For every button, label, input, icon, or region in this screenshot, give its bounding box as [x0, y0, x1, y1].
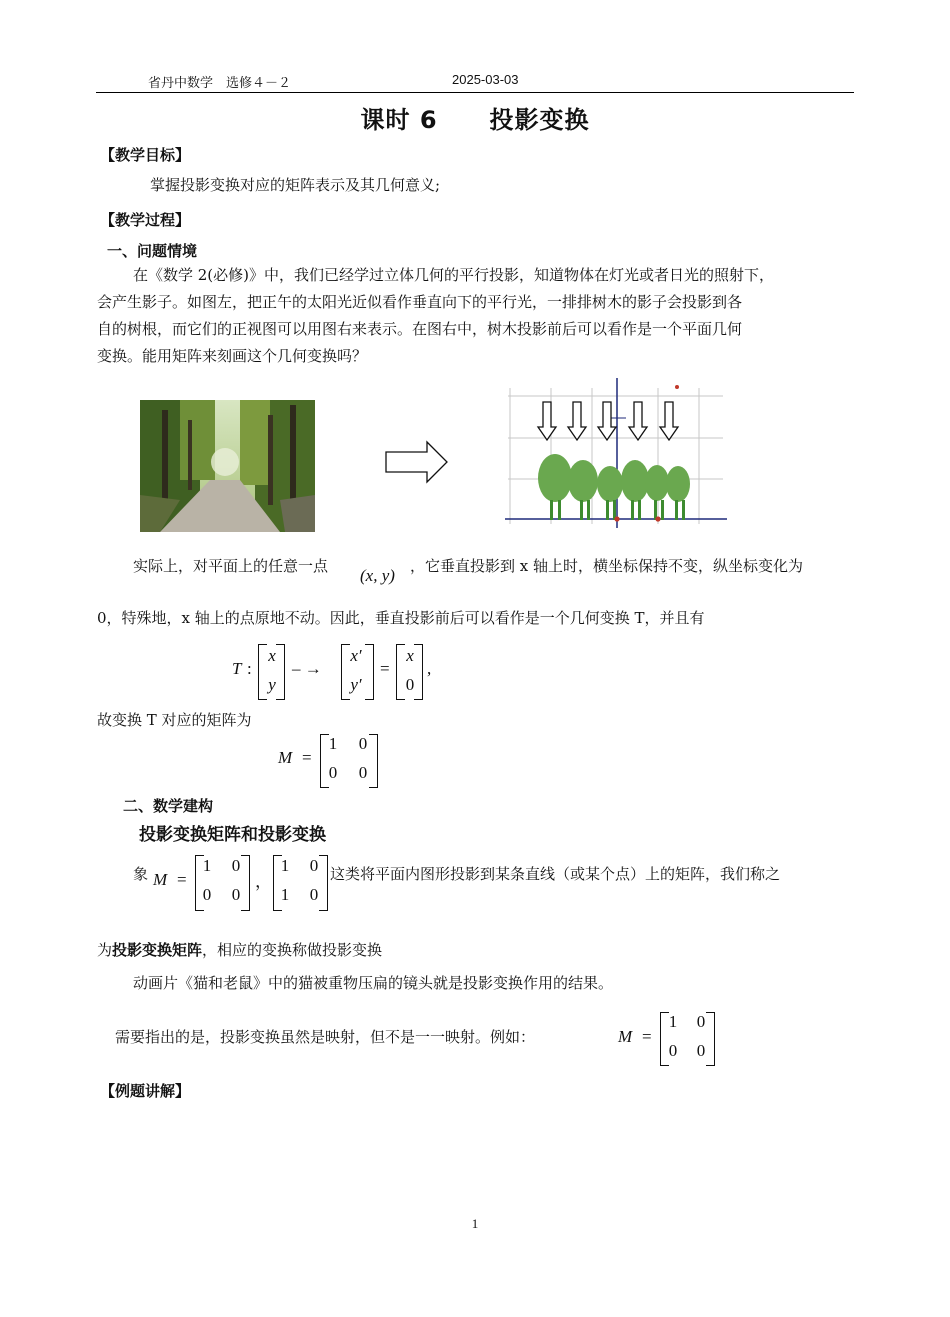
down-arrow-icon [629, 402, 647, 440]
eq1-xprime: x′ [350, 646, 362, 665]
p4-M: M [153, 870, 168, 889]
matrix-cell: 1 [280, 856, 290, 875]
eq1-x: x [268, 646, 276, 665]
p4-line2-a: 为 [97, 941, 113, 959]
eq1-equals: = [380, 659, 390, 678]
term-projection-matrix: 投影变换矩阵 [112, 941, 203, 959]
matrix-cell: 0 [696, 1012, 706, 1031]
down-arrow-icon [568, 402, 586, 440]
matrix-cell: 0 [696, 1041, 706, 1060]
equation-matrix-M [278, 732, 388, 790]
matrix-cell: 0 [358, 763, 368, 782]
down-arrow-icon [660, 402, 678, 440]
eq1-comma: , [427, 659, 432, 678]
p4-line2-c: ，相应的变换称做投影变换 [202, 941, 383, 959]
bracket-right [369, 734, 378, 788]
matrix-cell: 0 [358, 734, 368, 753]
bracket-right [319, 855, 328, 911]
p4-pre: 象 [133, 865, 149, 883]
title-topic: 投影变换 [489, 106, 590, 134]
p2-pre: 实际上，对平面上的任意一点 [133, 557, 329, 575]
p4-line2 [97, 937, 382, 964]
section2-heading: 二、数学建构 [123, 797, 214, 815]
examples-heading: 【例题讲解】 [100, 1082, 191, 1100]
matrix-cell: 0 [668, 1041, 678, 1060]
p3-text: 故变换 T 对应的矩阵为 [97, 711, 252, 729]
eq1-y: y [268, 675, 276, 694]
matrix-cell: 0 [231, 885, 241, 904]
p6-text: 需要指出的是，投影变换虽然是映射，但不是一一映射。例如： [115, 1028, 536, 1046]
matrix-cell: 1 [202, 856, 212, 875]
matrix-cell: 1 [280, 885, 290, 904]
p6-M: M [618, 1027, 633, 1046]
tree [538, 454, 572, 502]
equation-example-M [618, 1010, 718, 1068]
s1-line4: 变换。能用矩阵来刻画这个几何变换吗？ [97, 347, 368, 365]
eq1-arrow: – → [292, 659, 322, 678]
page-number: 1 [471, 1216, 479, 1231]
s1-line2: 会产生影子。如图左，把正午的太阳光近似看作垂直向下的平行光，一排排树木的影子会投影到各 [97, 293, 743, 311]
header-date: 2025-03-03 [452, 72, 519, 87]
process-heading: 【教学过程】 [100, 211, 191, 229]
tree [597, 466, 623, 502]
matrix-cell: 0 [309, 885, 319, 904]
eq1-x2: x [406, 646, 414, 665]
eq1-zero: 0 [405, 675, 415, 694]
matrix-cell: 1 [328, 734, 338, 753]
bracket-right [276, 644, 285, 700]
p5-text: 动画片《猫和老鼠》中的猫被重物压扁的镜头就是投影变换作用的结果。 [133, 974, 614, 992]
goals-text: 掌握投影变换对应的矩阵表示及其几何意义; [150, 176, 441, 194]
bracket-right [414, 644, 423, 700]
bracket-right [706, 1012, 715, 1066]
p4-post: 这类将平面内图形投影到某条直线（或某个点）上的矩阵，我们称之 [330, 865, 781, 883]
section2-subheading: 投影变换矩阵和投影变换 [139, 825, 326, 845]
eq2-equals: = [302, 748, 312, 767]
p6-equals: = [642, 1027, 652, 1046]
tree [666, 466, 690, 502]
bracket-right [241, 855, 250, 911]
tree [645, 465, 669, 501]
matrix-cell: 0 [231, 856, 241, 875]
eq1-colon: : [247, 659, 252, 678]
p4-equals: = [177, 870, 187, 889]
transform-arrow-icon [385, 440, 449, 484]
eq1-yprime: y′ [350, 675, 362, 694]
title-lesson: 课时 6 [360, 106, 438, 134]
down-arrow-icon [538, 402, 556, 440]
tree [568, 460, 598, 502]
matrix-cell: 1 [668, 1012, 678, 1031]
down-arrow-icon [598, 402, 616, 440]
matrix-cell: 0 [202, 885, 212, 904]
section1-heading: 一、问题情境 [107, 242, 198, 260]
s1-line3: 自的树根，而它们的正视图可以用图右来表示。在图右中，树木投影前后可以看作是一个平面几何 [97, 320, 743, 338]
s1-line1: 在《数学 2(必修)》中，我们已经学过立体几何的平行投影，知道物体在灯光或者日光的照射下， [133, 266, 775, 284]
equation-projection-matrices [153, 853, 333, 913]
p2-post: ，它垂直投影到 x 轴上时，横坐标保持不变，纵坐标变化为 [410, 557, 803, 575]
goals-heading: 【教学目标】 [100, 146, 191, 164]
matrix-cell: 0 [309, 856, 319, 875]
tree [621, 460, 649, 502]
p2-line2: 0，特殊地，x 轴上的点原地不动。因此，垂直投影前后可以看作是一个几何变换 T，并且有 [97, 609, 705, 627]
equation-projection-map [230, 642, 450, 704]
projection-diagram [505, 378, 730, 528]
eq1-T: T [232, 659, 242, 678]
p4-sep: ， [255, 872, 272, 891]
header-course: 省丹中数学 选修４－２ [148, 76, 292, 91]
page-title [0, 100, 950, 135]
eq2-M: M [278, 748, 293, 767]
matrix-cell: 0 [328, 763, 338, 782]
road-photo [140, 400, 315, 532]
bracket-right [365, 644, 374, 700]
point-xy: (x, y) [360, 566, 395, 585]
